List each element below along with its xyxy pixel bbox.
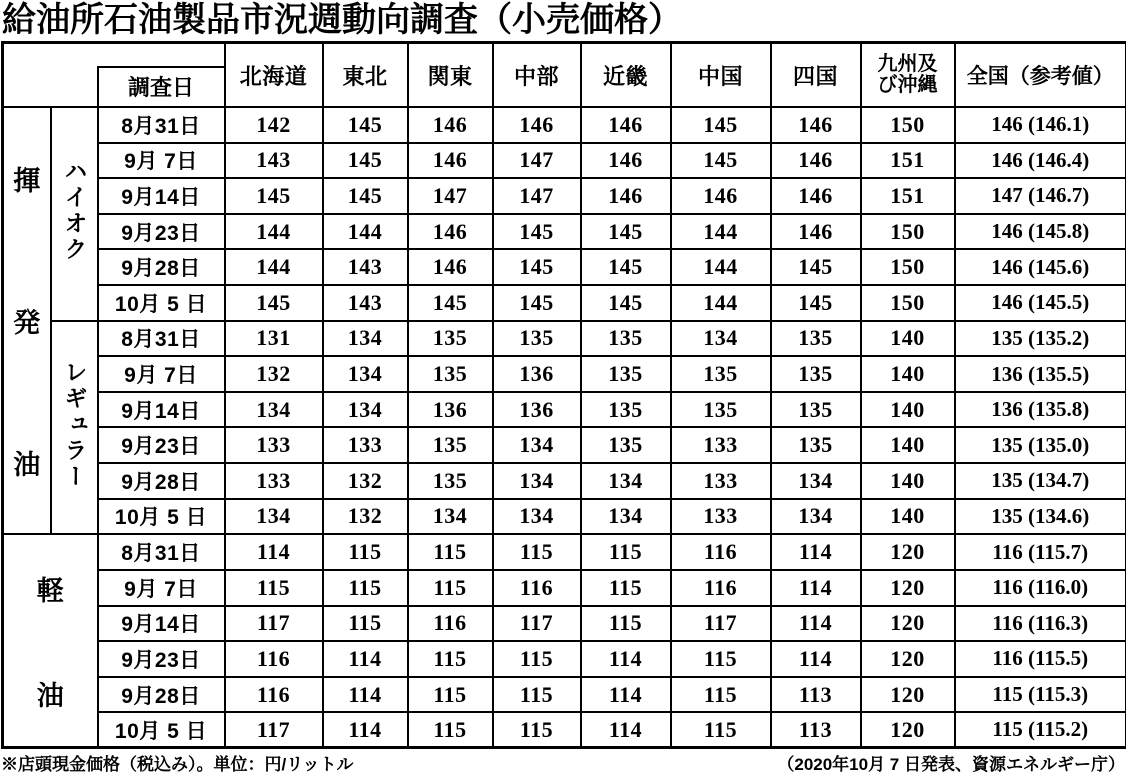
price-cell: 116 xyxy=(671,534,771,570)
date-cell: 9月23日 xyxy=(98,427,225,463)
price-cell: 120 xyxy=(861,570,955,606)
price-cell: 147 xyxy=(493,143,581,179)
price-cell: 135 xyxy=(771,392,861,428)
date-cell: 9月28日 xyxy=(98,463,225,499)
price-cell: 135 xyxy=(671,356,771,392)
price-cell: 146 xyxy=(408,214,493,250)
price-cell: 135 xyxy=(581,356,671,392)
national-price-cell: 116 (115.7) xyxy=(955,534,1126,570)
footnote-price-basis: ※店頭現金価格（税込み）。単位：円/リットル xyxy=(1,755,354,775)
price-cell: 135 xyxy=(771,356,861,392)
national-price-cell: 136 (135.8) xyxy=(955,392,1126,428)
price-cell: 115 xyxy=(493,677,581,713)
price-cell: 135 xyxy=(408,427,493,463)
national-price-cell: 146 (145.6) xyxy=(955,249,1126,285)
table-row xyxy=(3,249,1126,285)
table-row xyxy=(3,570,1126,606)
date-cell: 9月28日 xyxy=(98,677,225,713)
price-cell: 133 xyxy=(671,427,771,463)
price-cell: 113 xyxy=(771,712,861,748)
date-cell: 10月 5 日 xyxy=(98,285,225,321)
price-cell: 132 xyxy=(323,499,408,535)
price-cell: 145 xyxy=(323,107,408,143)
fuel-category-label xyxy=(4,108,50,533)
table-row xyxy=(3,463,1126,499)
table-header xyxy=(3,43,1126,107)
header-row xyxy=(3,43,1126,107)
price-cell: 145 xyxy=(771,249,861,285)
price-cell: 150 xyxy=(861,249,955,285)
price-cell: 140 xyxy=(861,321,955,357)
national-price-cell: 147 (146.7) xyxy=(955,178,1126,214)
price-cell: 144 xyxy=(671,249,771,285)
price-cell: 147 xyxy=(408,178,493,214)
date-cell: 9月14日 xyxy=(98,178,225,214)
footnote-source: （2020年10月 7 日発表、資源エネルギー庁） xyxy=(777,755,1125,775)
price-cell: 135 xyxy=(581,321,671,357)
national-price-cell: 135 (134.7) xyxy=(955,463,1126,499)
price-cell: 135 xyxy=(408,321,493,357)
price-cell: 144 xyxy=(225,249,323,285)
price-cell: 134 xyxy=(225,499,323,535)
price-cell: 134 xyxy=(225,392,323,428)
price-cell: 134 xyxy=(581,499,671,535)
price-cell: 132 xyxy=(225,356,323,392)
price-cell: 114 xyxy=(323,712,408,748)
price-cell: 115 xyxy=(493,641,581,677)
price-cell: 120 xyxy=(861,641,955,677)
price-cell: 133 xyxy=(323,427,408,463)
price-cell: 117 xyxy=(493,606,581,642)
national-price-cell: 136 (135.5) xyxy=(955,356,1126,392)
price-cell: 146 xyxy=(408,249,493,285)
price-cell: 115 xyxy=(408,570,493,606)
price-cell: 145 xyxy=(225,285,323,321)
region-header: 関東 xyxy=(408,43,493,107)
date-cell: 8月31日 xyxy=(98,321,225,357)
footnotes xyxy=(0,750,1126,775)
national-price-cell: 115 (115.2) xyxy=(955,712,1126,748)
price-cell: 135 xyxy=(408,463,493,499)
price-cell: 140 xyxy=(861,499,955,535)
date-cell: 9月14日 xyxy=(98,392,225,428)
region-header: 九州及 び沖縄 xyxy=(861,43,955,107)
price-cell: 136 xyxy=(408,392,493,428)
fuel-subtype-label: ハイオク xyxy=(61,159,88,264)
price-cell: 145 xyxy=(581,214,671,250)
price-cell: 135 xyxy=(581,427,671,463)
date-cell: 9月 7日 xyxy=(98,356,225,392)
price-cell: 115 xyxy=(581,534,671,570)
national-price-cell: 135 (135.2) xyxy=(955,321,1126,357)
national-price-cell: 146 (146.4) xyxy=(955,143,1126,179)
price-cell: 144 xyxy=(323,214,408,250)
price-cell: 114 xyxy=(323,677,408,713)
price-cell: 115 xyxy=(581,570,671,606)
price-cell: 146 xyxy=(771,143,861,179)
price-cell: 145 xyxy=(493,285,581,321)
price-cell: 145 xyxy=(323,178,408,214)
price-cell: 140 xyxy=(861,463,955,499)
price-cell: 116 xyxy=(225,641,323,677)
price-cell: 136 xyxy=(493,356,581,392)
date-cell: 9月23日 xyxy=(98,641,225,677)
price-cell: 132 xyxy=(323,463,408,499)
price-cell: 134 xyxy=(323,356,408,392)
national-price-cell: 115 (115.3) xyxy=(955,677,1126,713)
table-row xyxy=(3,606,1126,642)
price-cell: 135 xyxy=(671,392,771,428)
price-cell: 134 xyxy=(493,463,581,499)
fuel-category-char: 軽 xyxy=(36,575,64,606)
price-cell: 115 xyxy=(493,712,581,748)
price-cell: 114 xyxy=(771,641,861,677)
date-cell: 8月31日 xyxy=(98,534,225,570)
price-cell: 145 xyxy=(323,143,408,179)
price-cell: 150 xyxy=(861,107,955,143)
region-header: 中部 xyxy=(493,43,581,107)
fuel-category-char: 油 xyxy=(36,681,64,712)
fuel-category-label xyxy=(4,535,97,746)
table-row xyxy=(3,499,1126,535)
table-row xyxy=(3,285,1126,321)
price-cell: 136 xyxy=(493,392,581,428)
date-cell: 9月 7日 xyxy=(98,570,225,606)
price-cell: 146 xyxy=(771,178,861,214)
corner-cell xyxy=(3,43,225,107)
price-cell: 145 xyxy=(671,107,771,143)
price-cell: 113 xyxy=(771,677,861,713)
price-cell: 145 xyxy=(671,143,771,179)
price-cell: 134 xyxy=(771,463,861,499)
fuel-subtype-cell xyxy=(51,321,98,535)
national-price-cell: 135 (134.6) xyxy=(955,499,1126,535)
price-cell: 146 xyxy=(493,107,581,143)
region-header: 全国（参考値） xyxy=(955,43,1126,107)
price-cell: 135 xyxy=(408,356,493,392)
price-cell: 142 xyxy=(225,107,323,143)
price-cell: 115 xyxy=(408,641,493,677)
price-cell: 134 xyxy=(323,392,408,428)
price-cell: 145 xyxy=(581,249,671,285)
price-cell: 115 xyxy=(671,641,771,677)
price-cell: 115 xyxy=(671,677,771,713)
table-row xyxy=(3,178,1126,214)
date-header-cell: 調査日 xyxy=(97,66,224,106)
price-cell: 134 xyxy=(408,499,493,535)
fuel-category-char: 発 xyxy=(13,308,41,339)
price-cell: 146 xyxy=(581,107,671,143)
price-cell: 116 xyxy=(225,677,323,713)
price-cell: 145 xyxy=(581,285,671,321)
price-cell: 115 xyxy=(408,534,493,570)
table-row xyxy=(3,214,1126,250)
price-cell: 115 xyxy=(581,606,671,642)
price-cell: 120 xyxy=(861,534,955,570)
price-cell: 120 xyxy=(861,712,955,748)
price-cell: 114 xyxy=(771,534,861,570)
price-cell: 133 xyxy=(671,463,771,499)
price-cell: 140 xyxy=(861,427,955,463)
national-price-cell: 146 (145.8) xyxy=(955,214,1126,250)
price-cell: 144 xyxy=(671,214,771,250)
price-cell: 116 xyxy=(493,570,581,606)
table-row xyxy=(3,107,1126,143)
price-cell: 145 xyxy=(771,285,861,321)
fuel-category-char: 油 xyxy=(13,449,41,480)
table-row xyxy=(3,534,1126,570)
table-row xyxy=(3,677,1126,713)
region-header: 中国 xyxy=(671,43,771,107)
price-cell: 114 xyxy=(581,677,671,713)
price-cell: 115 xyxy=(493,534,581,570)
price-cell: 131 xyxy=(225,321,323,357)
table-row xyxy=(3,356,1126,392)
price-cell: 145 xyxy=(408,285,493,321)
price-cell: 115 xyxy=(408,712,493,748)
price-cell: 134 xyxy=(671,321,771,357)
national-price-cell: 135 (135.0) xyxy=(955,427,1126,463)
price-cell: 145 xyxy=(225,178,323,214)
region-header: 北海道 xyxy=(225,43,323,107)
price-cell: 115 xyxy=(323,570,408,606)
price-cell: 115 xyxy=(323,534,408,570)
price-cell: 134 xyxy=(581,463,671,499)
price-cell: 150 xyxy=(861,214,955,250)
fuel-subtype-cell xyxy=(51,107,98,321)
price-cell: 135 xyxy=(493,321,581,357)
price-cell: 145 xyxy=(493,214,581,250)
price-cell: 114 xyxy=(581,641,671,677)
region-header: 東北 xyxy=(323,43,408,107)
price-cell: 147 xyxy=(493,178,581,214)
price-cell: 134 xyxy=(771,499,861,535)
page-title: 給油所石油製品市況週動向調査（小売価格） xyxy=(2,1,682,39)
price-cell: 115 xyxy=(323,606,408,642)
price-cell: 146 xyxy=(408,143,493,179)
table-row xyxy=(3,427,1126,463)
price-cell: 117 xyxy=(225,606,323,642)
fuel-category-cell xyxy=(3,534,98,748)
price-cell: 146 xyxy=(771,214,861,250)
national-price-cell: 116 (115.5) xyxy=(955,641,1126,677)
price-cell: 133 xyxy=(671,499,771,535)
region-header: 近畿 xyxy=(581,43,671,107)
price-cell: 115 xyxy=(408,677,493,713)
date-cell: 9月14日 xyxy=(98,606,225,642)
price-cell: 150 xyxy=(861,285,955,321)
price-cell: 140 xyxy=(861,356,955,392)
price-cell: 146 xyxy=(581,178,671,214)
table-row xyxy=(3,712,1126,748)
price-cell: 143 xyxy=(323,249,408,285)
price-cell: 133 xyxy=(225,463,323,499)
region-header: 四国 xyxy=(771,43,861,107)
price-cell: 114 xyxy=(225,534,323,570)
national-price-cell: 116 (116.0) xyxy=(955,570,1126,606)
price-cell: 151 xyxy=(861,178,955,214)
price-cell: 144 xyxy=(671,285,771,321)
price-cell: 114 xyxy=(771,606,861,642)
price-cell: 115 xyxy=(225,570,323,606)
price-cell: 114 xyxy=(581,712,671,748)
price-cell: 134 xyxy=(493,427,581,463)
fuel-subtype-label: レギュラー xyxy=(61,359,88,490)
date-cell: 10月 5 日 xyxy=(98,712,225,748)
date-cell: 9月28日 xyxy=(98,249,225,285)
price-table xyxy=(1,41,1126,749)
price-cell: 135 xyxy=(771,321,861,357)
price-cell: 115 xyxy=(671,712,771,748)
price-cell: 146 xyxy=(408,107,493,143)
price-cell: 146 xyxy=(771,107,861,143)
price-cell: 135 xyxy=(771,427,861,463)
price-cell: 120 xyxy=(861,606,955,642)
price-cell: 146 xyxy=(671,178,771,214)
date-cell: 9月23日 xyxy=(98,214,225,250)
price-cell: 133 xyxy=(225,427,323,463)
table-body xyxy=(3,107,1126,748)
fuel-category-char: 揮 xyxy=(13,166,41,197)
table-row xyxy=(3,641,1126,677)
date-cell: 10月 5 日 xyxy=(98,499,225,535)
price-cell: 114 xyxy=(323,641,408,677)
price-cell: 143 xyxy=(225,143,323,179)
price-cell: 117 xyxy=(671,606,771,642)
national-price-cell: 116 (116.3) xyxy=(955,606,1126,642)
price-cell: 135 xyxy=(581,392,671,428)
table-row xyxy=(3,392,1126,428)
date-cell: 9月 7日 xyxy=(98,143,225,179)
price-cell: 134 xyxy=(493,499,581,535)
price-cell: 117 xyxy=(225,712,323,748)
price-cell: 116 xyxy=(408,606,493,642)
price-cell: 134 xyxy=(323,321,408,357)
date-cell: 8月31日 xyxy=(98,107,225,143)
price-cell: 140 xyxy=(861,392,955,428)
table-row xyxy=(3,143,1126,179)
price-cell: 145 xyxy=(493,249,581,285)
price-cell: 120 xyxy=(861,677,955,713)
fuel-category-cell xyxy=(3,107,51,534)
national-price-cell: 146 (145.5) xyxy=(955,285,1126,321)
table-row xyxy=(3,321,1126,357)
price-cell: 116 xyxy=(671,570,771,606)
national-price-cell: 146 (146.1) xyxy=(955,107,1126,143)
price-cell: 146 xyxy=(581,143,671,179)
price-cell: 151 xyxy=(861,143,955,179)
price-cell: 144 xyxy=(225,214,323,250)
price-cell: 114 xyxy=(771,570,861,606)
price-cell: 143 xyxy=(323,285,408,321)
